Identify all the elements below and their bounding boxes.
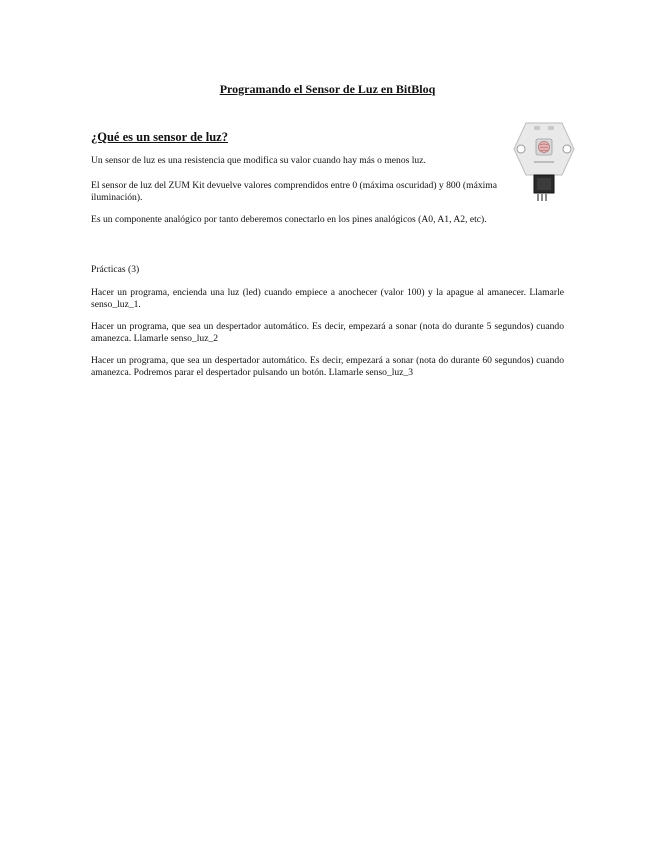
- exercise-3: Hacer un programa, que sea un despertador automático. Es decir, empezará a sonar (nota do durante 60 segundos) cuando amanezca. Podremos parar el despertador pulsando un botón. Llamarle senso_luz_3: [91, 355, 564, 378]
- intro-paragraph-1: Un sensor de luz es una resistencia que modifica su valor cuando hay más o menos luz.: [91, 155, 426, 166]
- document-title: Programando el Sensor de Luz en BitBloq: [219, 82, 436, 96]
- intro-paragraph-2: El sensor de luz del ZUM Kit devuelve valores comprendidos entre 0 (máxima oscuridad) y 800 (máxima iluminación).: [91, 180, 498, 203]
- intro-paragraph-3: Es un componente analógico por tanto deberemos conectarlo en los pines analógicos (A0, A1, A2, etc).: [91, 214, 487, 225]
- practicas-label: Prácticas (3): [91, 264, 140, 275]
- exercise-2: Hacer un programa, que sea un despertador automático. Es decir, empezará a sonar (nota do durante 5 segundos) cuando amanezca. Llamarle senso_luz_2: [91, 321, 564, 344]
- section-heading: ¿Qué es un sensor de luz?: [91, 130, 228, 144]
- exercise-1: Hacer un programa, encienda una luz (led) cuando empiece a anochecer (valor 100) y la apague al amanecer. Llamarle senso_luz_1.: [91, 287, 564, 310]
- light-sensor-module-icon: [512, 117, 576, 205]
